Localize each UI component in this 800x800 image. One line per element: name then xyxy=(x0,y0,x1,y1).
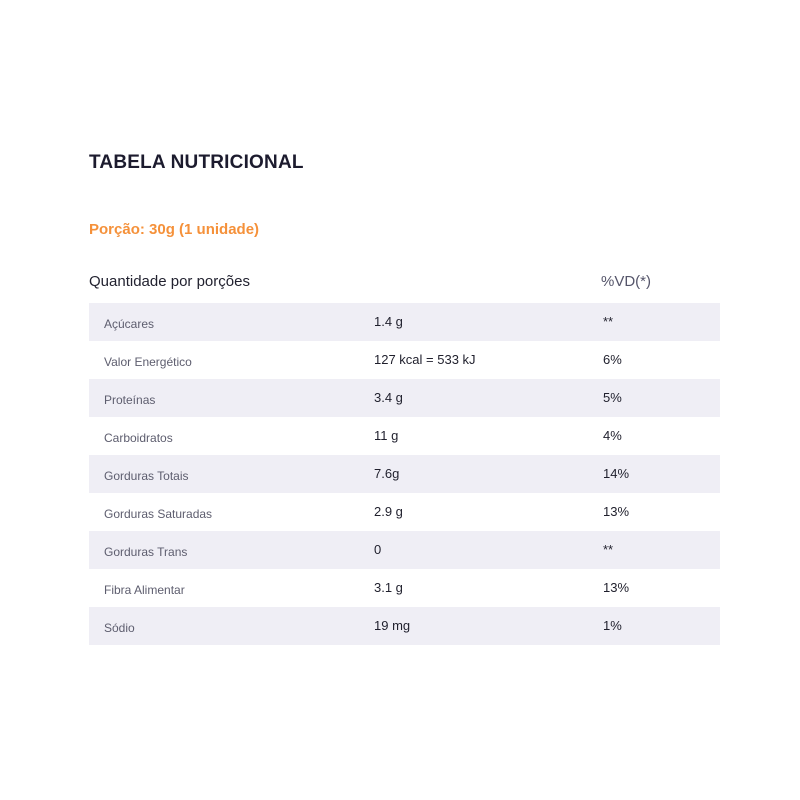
nutrition-panel xyxy=(89,150,720,645)
nutrient-name: Valor Energético xyxy=(104,355,192,369)
nutrient-amount: 0 xyxy=(374,542,382,557)
nutrient-name: Gorduras Trans xyxy=(104,545,188,559)
nutrition-table xyxy=(89,303,720,645)
nutrient-name: Açúcares xyxy=(104,317,155,331)
nutrient-amount: 11 g xyxy=(374,428,399,443)
nutrient-vd: 13% xyxy=(603,580,630,595)
nutrient-vd: 6% xyxy=(603,352,622,367)
nutrient-vd: 14% xyxy=(603,466,630,481)
table-row xyxy=(89,569,720,607)
nutrient-name: Proteínas xyxy=(104,393,156,407)
nutrient-amount: 1.4 g xyxy=(374,314,403,329)
nutrient-vd: 4% xyxy=(603,428,622,443)
nutrient-amount: 3.4 g xyxy=(374,390,403,405)
table-row xyxy=(89,341,720,379)
table-row xyxy=(89,493,720,531)
nutrient-name: Fibra Alimentar xyxy=(104,583,185,597)
nutrient-amount: 127 kcal = 533 kJ xyxy=(374,352,476,367)
nutrient-vd: 5% xyxy=(603,390,622,405)
nutrient-amount: 3.1 g xyxy=(374,580,403,595)
nutrient-amount: 2.9 g xyxy=(374,504,403,519)
nutrient-vd: ** xyxy=(603,542,614,557)
nutrient-vd: 1% xyxy=(603,618,622,633)
table-row xyxy=(89,379,720,417)
nutrient-amount: 19 mg xyxy=(374,618,411,633)
nutrient-vd: 13% xyxy=(603,504,630,519)
column-header-quantity: Quantidade por porções xyxy=(89,273,250,290)
table-row xyxy=(89,531,720,569)
nutrient-vd: ** xyxy=(603,314,614,329)
nutrient-name: Sódio xyxy=(104,621,135,635)
nutrient-name: Gorduras Saturadas xyxy=(104,507,213,521)
table-row xyxy=(89,455,720,493)
portion-size: Porção: 30g (1 unidade) xyxy=(89,221,260,238)
nutrient-name: Carboidratos xyxy=(104,431,173,445)
nutrient-amount: 7.6g xyxy=(374,466,400,481)
column-header-vd: %VD(*) xyxy=(601,273,652,290)
table-row xyxy=(89,417,720,455)
table-row xyxy=(89,303,720,341)
table-header xyxy=(89,270,720,294)
table-row xyxy=(89,607,720,645)
page-title: TABELA NUTRICIONAL xyxy=(89,152,304,173)
nutrient-name: Gorduras Totais xyxy=(104,469,189,483)
